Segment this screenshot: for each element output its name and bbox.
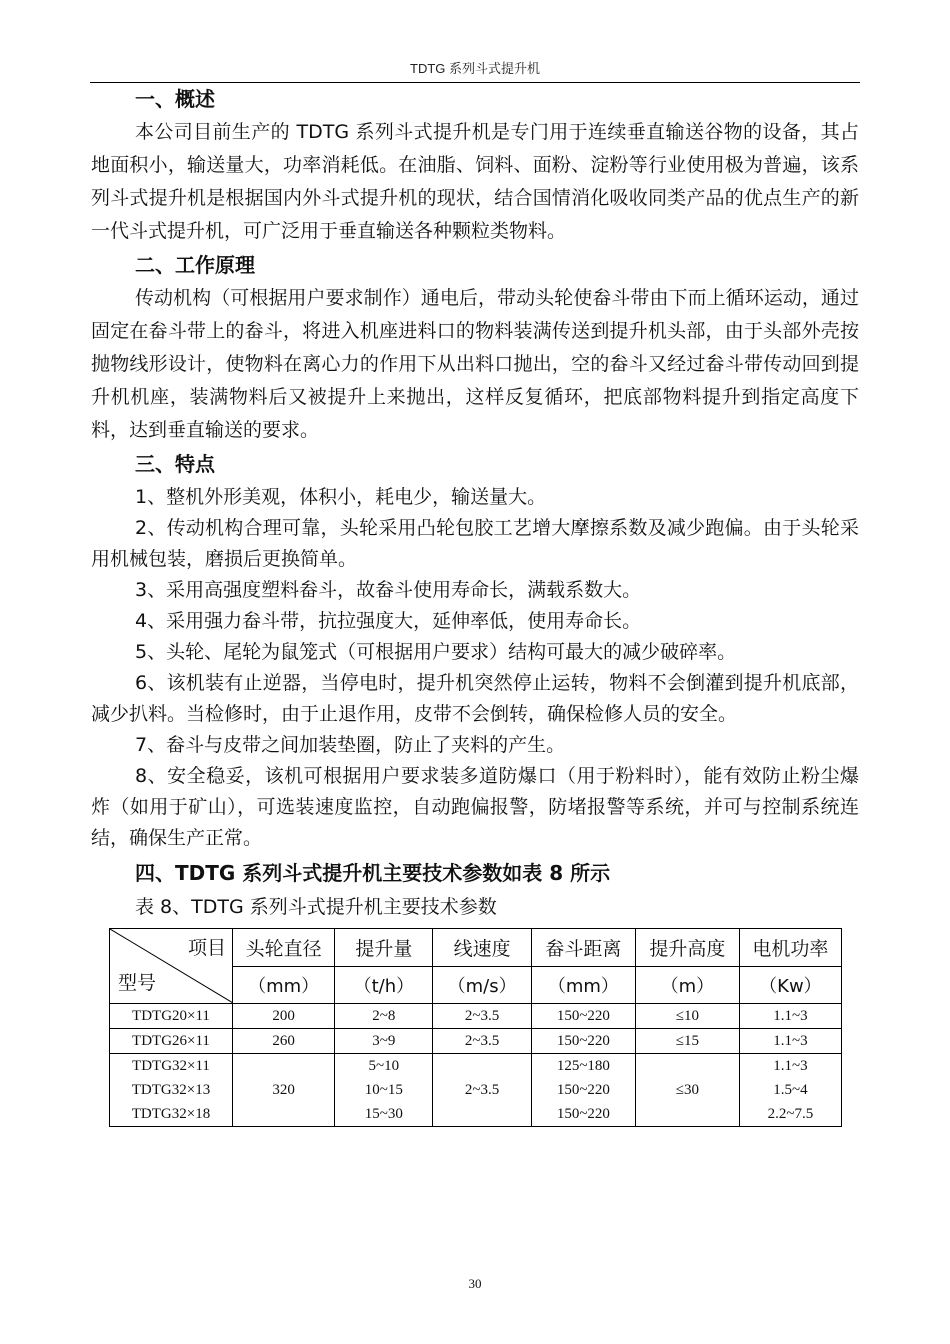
feature-item: 1、整机外形美观，体积小，耗电少，输送量大。 (135, 486, 547, 508)
table-row (110, 1004, 842, 1029)
unit-height: （m） (636, 966, 740, 1004)
corner-label-item: 项目 (187, 937, 226, 959)
power-value: 1.5~4 (773, 1082, 808, 1098)
cell-diameter: 200 (232, 1004, 334, 1029)
cell-models (110, 1054, 233, 1127)
section-heading-features: 三、特点 (135, 452, 215, 476)
capacity-value: 5~10 (368, 1058, 400, 1074)
feature-item: 3、采用高强度塑料畚斗，故畚斗使用寿命长，满载系数大。 (135, 579, 642, 601)
cell-power: 1.1~3 (739, 1029, 841, 1054)
cell-height: ≤10 (636, 1004, 740, 1029)
header-capacity: 提升量 (335, 929, 433, 967)
table-row-group (110, 1054, 842, 1127)
table-caption: 表 8、TDTG 系列斗式提升机主要技术参数 (135, 896, 497, 918)
cell-capacity: 2~8 (335, 1004, 433, 1029)
cell-spacing: 150~220 (531, 1029, 635, 1054)
feature-item: 4、采用强力畚斗带，抗拉强度大，延伸率低，使用寿命长。 (135, 610, 642, 632)
capacity-value: 15~30 (364, 1106, 403, 1122)
capacity-value: 10~15 (364, 1082, 403, 1098)
cell-speed: 2~3.5 (433, 1004, 531, 1029)
cell-capacities (335, 1054, 433, 1127)
section-heading-principle: 二、工作原理 (135, 253, 255, 277)
feature-item: 8、安全稳妥，该机可根据用户要求装多道防爆口（用于粉料时），能有效防止粉尘爆炸（如用于矿山），可选装速度监控，自动跑偏报警，防堵报警等系统，并可与控制系统连结，确保生产正常。 (91, 765, 859, 849)
feature-item: 5、头轮、尾轮为鼠笼式（可根据用户要求）结构可最大的减少破碎率。 (135, 641, 737, 663)
cell-powers (739, 1054, 841, 1127)
header-power: 电机功率 (739, 929, 841, 967)
header-height: 提升高度 (636, 929, 740, 967)
overview-paragraph: 本公司目前生产的 TDTG 系列斗式提升机是专门用于连续垂直输送谷物的设备，其占地面积小，输送量大，功率消耗低。在油脂、饲料、面粉、淀粉等行业使用极为普遍，该系列斗式提升机是根据国内外斗式提升机的现状，结合国情消化吸收同类产品的优点生产的新一代斗式提升机，可广泛用于垂直输送各种颗粒类物料。 (91, 121, 859, 242)
feature-item: 7、畚斗与皮带之间加装垫圈，防止了夹料的产生。 (135, 734, 566, 756)
parameters-table (109, 928, 842, 1127)
cell-power: 1.1~3 (739, 1004, 841, 1029)
cell-model: TDTG20×11 (110, 1004, 233, 1029)
model-value: TDTG32×18 (131, 1106, 211, 1122)
table-corner-cell (110, 929, 233, 1004)
unit-diameter: （mm） (232, 966, 334, 1004)
feature-item: 6、该机装有止逆器，当停电时，提升机突然停止运转，物料不会倒灌到提升机底部，减少扒料。当检修时，由于止退作用，皮带不会倒转，确保检修人员的安全。 (91, 672, 859, 725)
power-value: 1.1~3 (773, 1058, 808, 1074)
page-number: 30 (468, 1276, 482, 1291)
feature-item: 2、传动机构合理可靠，头轮采用凸轮包胶工艺增大摩擦系数及减少跑偏。由于头轮采用机械包装，磨损后更换简单。 (91, 517, 859, 570)
principle-paragraph: 传动机构（可根据用户要求制作）通电后，带动头轮使畚斗带由下而上循环运动，通过固定在畚斗带上的畚斗，将进入机座进料口的物料装满传送到提升机头部，由于头部外壳按抛物线形设计，使物料在离心力的作用下从出料口抛出，空的畚斗又经过畚斗带传动回到提升机机座，装满物料后又被提升上来抛出，这样反复循环，把底部物料提升到指定高度下料，达到垂直输送的要求。 (91, 287, 859, 441)
cell-spacings (531, 1054, 635, 1127)
corner-label-model: 型号 (118, 972, 157, 994)
cell-height: ≤15 (636, 1029, 740, 1054)
cell-diameter: 320 (232, 1054, 334, 1127)
section-heading-params: 四、TDTG 系列斗式提升机主要技术参数如表 8 所示 (135, 861, 611, 885)
table-row (110, 1029, 842, 1054)
page-content (91, 84, 859, 1127)
cell-model: TDTG26×11 (110, 1029, 233, 1054)
cell-speed: 2~3.5 (433, 1029, 531, 1054)
spacing-value: 125~180 (556, 1058, 610, 1074)
model-value: TDTG32×13 (131, 1082, 211, 1098)
power-value: 2.2~7.5 (767, 1106, 814, 1122)
header-spacing: 畚斗距离 (531, 929, 635, 967)
model-value: TDTG32×11 (132, 1058, 210, 1074)
unit-power: （Kw） (739, 966, 841, 1004)
cell-speed: 2~3.5 (433, 1054, 531, 1127)
unit-speed: （m/s） (433, 966, 531, 1004)
cell-diameter: 260 (232, 1029, 334, 1054)
spacing-value: 150~220 (556, 1082, 610, 1098)
section-heading-overview: 一、概述 (135, 87, 215, 111)
cell-height: ≤30 (636, 1054, 740, 1127)
header-speed: 线速度 (433, 929, 531, 967)
cell-capacity: 3~9 (335, 1029, 433, 1054)
cell-spacing: 150~220 (531, 1004, 635, 1029)
unit-spacing: （mm） (531, 966, 635, 1004)
header-rule (90, 82, 860, 83)
unit-capacity: （t/h） (335, 966, 433, 1004)
spacing-value: 150~220 (556, 1106, 610, 1122)
page-header: TDTG 系列斗式提升机 (410, 61, 540, 76)
header-diameter: 头轮直径 (232, 929, 334, 967)
